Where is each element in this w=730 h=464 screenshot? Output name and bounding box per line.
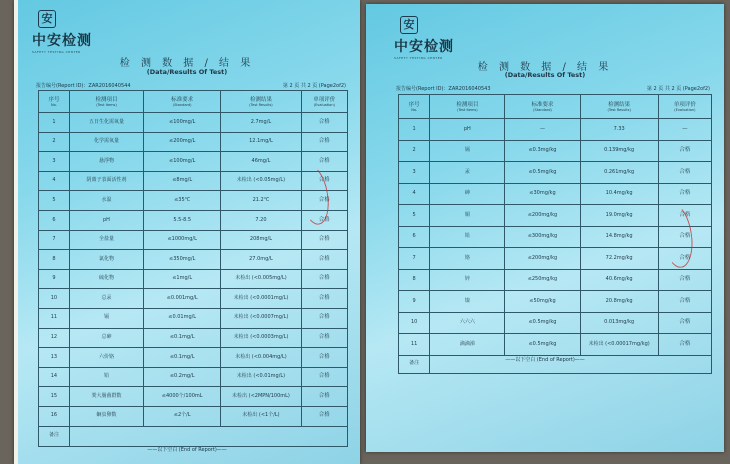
table-row: [39, 328, 348, 348]
cell-evaluation: 合格: [658, 183, 711, 205]
table-row: [39, 210, 348, 230]
cell-evaluation: 合格: [301, 152, 347, 172]
cell-evaluation: 合格: [658, 205, 711, 227]
header-result: 检测结果 (Test Results): [580, 95, 658, 119]
table-row: [39, 250, 348, 270]
table-row: [399, 269, 712, 291]
cell-standard: ≤200mg/kg: [505, 248, 580, 270]
cell-seq: 11: [399, 334, 430, 356]
cell-result: 未检出 (<0.0001mg/L): [221, 289, 301, 309]
cell-seq: 6: [39, 210, 70, 230]
cell-item: 硫化物: [69, 269, 143, 289]
cell-result: 21.2℃: [221, 191, 301, 211]
header-seq: 序号 No.: [39, 91, 70, 113]
cell-seq: 13: [39, 348, 70, 368]
table-row: [39, 230, 348, 250]
cell-evaluation: 合格: [301, 230, 347, 250]
cell-standard: ≤200mg/L: [144, 132, 221, 152]
cell-result: 未检出 (<0.004mg/L): [221, 348, 301, 368]
header-standard: 标准要求 (Standard): [144, 91, 221, 113]
cell-result: 27.0mg/L: [221, 250, 301, 270]
cell-standard: ≤0.2mg/L: [144, 367, 221, 387]
page-number: 第 2 页 共 2 页 (Page2of2): [646, 86, 710, 92]
cell-seq: 11: [39, 308, 70, 328]
cell-result: 未检出 (<0.01mg/L): [221, 367, 301, 387]
cell-item: 全盐量: [69, 230, 143, 250]
cell-result: 7.20: [221, 210, 301, 230]
cell-evaluation: 合格: [658, 226, 711, 248]
cell-seq: 7: [399, 248, 430, 270]
cell-evaluation: 合格: [301, 191, 347, 211]
cell-item: 粪大肠菌群数: [69, 387, 143, 407]
cell-seq: 7: [39, 230, 70, 250]
cell-item: 砷: [430, 183, 505, 205]
cell-seq: 9: [399, 291, 430, 313]
results-table: [38, 90, 348, 447]
cell-result: 未检出 (<0.005mg/L): [221, 269, 301, 289]
cell-seq: 6: [399, 226, 430, 248]
cell-standard: ≤30mg/kg: [505, 183, 580, 205]
cell-item: 六价铬: [69, 348, 143, 368]
end-of-report: ——以下空白 (End of Report)——: [505, 357, 585, 363]
cell-result: 0.139mg/kg: [580, 140, 658, 162]
table-row: [399, 183, 712, 205]
cell-item: 五日生化需氧量: [69, 113, 143, 133]
table-row: [39, 406, 348, 426]
cell-item: 镍: [430, 291, 505, 313]
cell-result: 7.33: [580, 119, 658, 141]
cell-result: 208mg/L: [221, 230, 301, 250]
cell-result: 未检出 (<0.05mg/L): [221, 171, 301, 191]
cell-seq: 4: [39, 171, 70, 191]
brand-name: 中安检测: [394, 39, 454, 55]
table-row: [39, 308, 348, 328]
cell-result: 2.7mg/L: [221, 113, 301, 133]
remark-label: 备注: [399, 355, 430, 373]
table-row: [399, 312, 712, 334]
cell-evaluation: 合格: [301, 308, 347, 328]
cell-seq: 3: [399, 162, 430, 184]
cell-item: 总汞: [69, 289, 143, 309]
end-of-report: ——以下空白 (End of Report)——: [147, 447, 227, 453]
cell-result: 72.2mg/kg: [580, 248, 658, 270]
table-row: [399, 162, 712, 184]
header-evaluation: 单项评价 (Evaluation): [301, 91, 347, 113]
header-standard: 标准要求 (Standard): [505, 95, 580, 119]
cell-seq: 3: [39, 152, 70, 172]
table-row: [39, 113, 348, 133]
table-row: [39, 289, 348, 309]
cell-evaluation: 合格: [301, 289, 347, 309]
cell-standard: ≤200mg/kg: [505, 205, 580, 227]
cell-result: 12.1mg/L: [221, 132, 301, 152]
cell-result: 0.261mg/kg: [580, 162, 658, 184]
brand-subtitle: SAFETY TESTING CENTER: [32, 50, 81, 54]
header-result: 检测结果 (Test Results): [221, 91, 301, 113]
cell-item: 六六六: [430, 312, 505, 334]
cell-result: 14.8mg/kg: [580, 226, 658, 248]
table-row: [39, 387, 348, 407]
report-id: 报告编号(Report ID)：ZAR2016040544: [36, 83, 131, 89]
brand-name: 中安检测: [32, 33, 92, 49]
cell-standard: ≤1000mg/L: [144, 230, 221, 250]
cell-item: 阴离子表面活性剂: [69, 171, 143, 191]
report-page-right: [366, 4, 724, 452]
cell-item: 铜: [430, 205, 505, 227]
cell-seq: 2: [39, 132, 70, 152]
cell-seq: 2: [399, 140, 430, 162]
cell-result: 40.6mg/kg: [580, 269, 658, 291]
cell-seq: 12: [39, 328, 70, 348]
cell-standard: ≤4000个/100mL: [144, 387, 221, 407]
cell-item: 水温: [69, 191, 143, 211]
cell-item: 蛔虫卵数: [69, 406, 143, 426]
cell-item: 总砷: [69, 328, 143, 348]
cell-seq: 8: [399, 269, 430, 291]
cell-standard: ≤100mg/L: [144, 113, 221, 133]
cell-evaluation: 合格: [658, 269, 711, 291]
cell-result: 10.4mg/kg: [580, 183, 658, 205]
report-id: 报告编号(Report ID)：ZAR2016040543: [396, 86, 491, 92]
table-row: [39, 269, 348, 289]
cell-evaluation: 合格: [301, 132, 347, 152]
cell-standard: ≤0.5mg/kg: [505, 312, 580, 334]
cell-evaluation: 合格: [658, 248, 711, 270]
cell-evaluation: 合格: [658, 162, 711, 184]
logo-mark-icon: 安: [400, 16, 418, 34]
brand-logo: [32, 10, 92, 54]
cell-seq: 8: [39, 250, 70, 270]
cell-evaluation: 合格: [301, 387, 347, 407]
table-row: [39, 348, 348, 368]
header-item: 检测项目 (Test Items): [430, 95, 505, 119]
cell-seq: 14: [39, 367, 70, 387]
cell-item: pH: [430, 119, 505, 141]
cell-standard: ≤350mg/L: [144, 250, 221, 270]
table-row: [399, 140, 712, 162]
cell-result: 19.0mg/kg: [580, 205, 658, 227]
cell-standard: ≤8mg/L: [144, 171, 221, 191]
cell-standard: 5.5-8.5: [144, 210, 221, 230]
cell-seq: 15: [39, 387, 70, 407]
cell-evaluation: 合格: [658, 334, 711, 356]
doc-title-en: (Data/Results Of Test): [504, 71, 586, 79]
table-row: [399, 334, 712, 356]
cell-seq: 10: [39, 289, 70, 309]
cell-item: 汞: [430, 162, 505, 184]
cell-evaluation: 合格: [301, 171, 347, 191]
cell-seq: 4: [399, 183, 430, 205]
cell-standard: ≤35℃: [144, 191, 221, 211]
cell-item: 铅: [430, 226, 505, 248]
report-page-left: [14, 0, 360, 464]
header-item: 检测项目 (Test Items): [69, 91, 143, 113]
cell-standard: ≤0.001mg/L: [144, 289, 221, 309]
cell-result: 0.013mg/kg: [580, 312, 658, 334]
cell-evaluation: —: [658, 119, 711, 141]
brand-logo: [394, 16, 454, 60]
cell-standard: ≤2个/L: [144, 406, 221, 426]
cell-standard: ≤100mg/L: [144, 152, 221, 172]
cell-seq: 5: [399, 205, 430, 227]
page-number: 第 2 页 共 2 页 (Page2of2): [282, 83, 346, 89]
cell-result: 未检出 (<0.0007mg/L): [221, 308, 301, 328]
cell-result: 20.8mg/kg: [580, 291, 658, 313]
cell-standard: ≤0.01mg/L: [144, 308, 221, 328]
report-meta: [36, 82, 346, 89]
cell-evaluation: 合格: [301, 367, 347, 387]
cell-evaluation: 合格: [301, 328, 347, 348]
cell-seq: 9: [39, 269, 70, 289]
cell-standard: ≤1mg/L: [144, 269, 221, 289]
table-row: [39, 367, 348, 387]
doc-title-en: (Data/Results Of Test): [146, 68, 228, 76]
cell-seq: 16: [39, 406, 70, 426]
cell-standard: —: [505, 119, 580, 141]
cell-evaluation: 合格: [658, 291, 711, 313]
cell-item: 滴滴涕: [430, 334, 505, 356]
table-row: [399, 119, 712, 141]
doc-title: 检 测 数 据 / 结 果: [477, 62, 613, 73]
cell-evaluation: 合格: [301, 348, 347, 368]
remark-label: 备注: [39, 426, 70, 446]
cell-result: 46mg/L: [221, 152, 301, 172]
cell-standard: ≤0.5mg/kg: [505, 162, 580, 184]
cell-result: 未检出 (<2MPN/100mL): [221, 387, 301, 407]
cell-item: 铅: [69, 367, 143, 387]
remark-cell: [69, 426, 347, 446]
cell-standard: ≤250mg/kg: [505, 269, 580, 291]
cell-evaluation: 合格: [658, 312, 711, 334]
cell-result: 未检出 (<0.00017mg/kg): [580, 334, 658, 356]
cell-item: 镉: [430, 140, 505, 162]
header-seq: 序号 No.: [399, 95, 430, 119]
table-row: [39, 132, 348, 152]
cell-evaluation: 合格: [301, 250, 347, 270]
header-evaluation: 单项评价 (Evaluation): [658, 95, 711, 119]
cell-evaluation: 合格: [301, 269, 347, 289]
cell-evaluation: 合格: [658, 140, 711, 162]
cell-standard: ≤0.1mg/L: [144, 328, 221, 348]
table-row: [39, 152, 348, 172]
cell-evaluation: 合格: [301, 113, 347, 133]
cell-standard: ≤300mg/kg: [505, 226, 580, 248]
cell-standard: ≤0.3mg/kg: [505, 140, 580, 162]
cell-evaluation: 合格: [301, 406, 347, 426]
brand-subtitle: SAFETY TESTING CENTER: [394, 56, 443, 60]
cell-result: 未检出 (<0.0003mg/L): [221, 328, 301, 348]
report-meta: [396, 85, 710, 92]
cell-result: 未检出 (<1个/L): [221, 406, 301, 426]
cell-item: 镉: [69, 308, 143, 328]
cell-item: 铬: [430, 248, 505, 270]
doc-title: 检 测 数 据 / 结 果: [119, 58, 255, 69]
remark-row: [39, 426, 348, 446]
cell-seq: 1: [399, 119, 430, 141]
cell-item: 化学需氧量: [69, 132, 143, 152]
cell-standard: ≤0.5mg/kg: [505, 334, 580, 356]
table-row: [399, 291, 712, 313]
cell-seq: 1: [39, 113, 70, 133]
cell-item: pH: [69, 210, 143, 230]
cell-seq: 5: [39, 191, 70, 211]
cell-seq: 10: [399, 312, 430, 334]
cell-item: 悬浮物: [69, 152, 143, 172]
table-header-row: [39, 91, 348, 113]
cell-standard: ≤0.1mg/L: [144, 348, 221, 368]
table-header-row: [399, 95, 712, 119]
logo-mark-icon: 安: [38, 10, 56, 28]
cell-evaluation: 合格: [301, 210, 347, 230]
cell-standard: ≤50mg/kg: [505, 291, 580, 313]
cell-item: 氯化物: [69, 250, 143, 270]
cell-item: 锌: [430, 269, 505, 291]
